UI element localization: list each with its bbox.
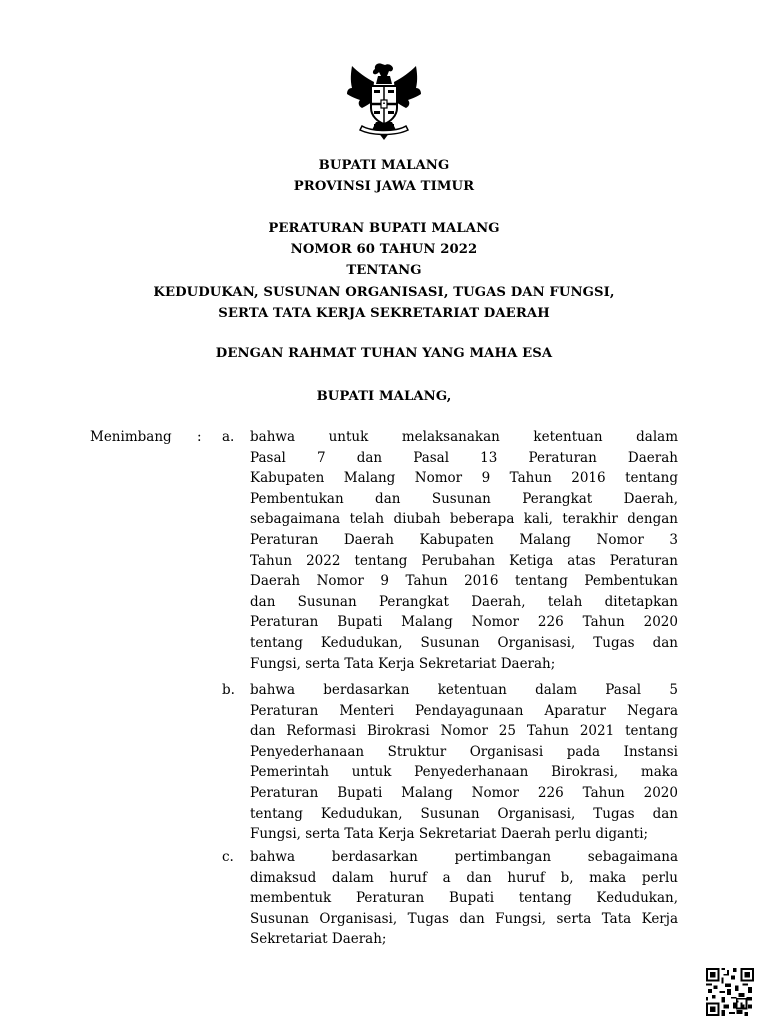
text-line: dimaksud dalam huruf a dan huruf b, maka perlu <box>250 869 678 886</box>
text-line: Peraturan Bupati Malang Nomor 226 Tahun 2020 <box>250 614 678 631</box>
regulation-about: TENTANG <box>346 263 422 278</box>
text-line: Susunan Organisasi, Tugas dan Fungsi, serta Tata Kerja <box>250 910 678 927</box>
text-line: membentuk Peraturan Bupati tentang Kedudukan, <box>250 890 678 907</box>
considering-colon: : <box>197 429 202 445</box>
province-heading: PROVINSI JAWA TIMUR <box>293 179 475 194</box>
text-line: Kabupaten Malang Nomor 9 Tahun 2016 tentang <box>250 470 678 487</box>
text-line: tentang Kedudukan, Susunan Organisasi, Tugas dan <box>250 805 678 822</box>
text-line: dan Reformasi Birokrasi Nomor 25 Tahun 2021 tentang <box>250 723 678 740</box>
regulation-number: NOMOR 60 TAHUN 2022 <box>290 242 478 257</box>
text-line: sebagaimana telah diubah beberapa kali, terakhir dengan <box>250 511 678 528</box>
regulation-title: PERATURAN BUPATI MALANG <box>268 221 500 236</box>
item-c-text <box>250 847 678 950</box>
text-line: Penyederhanaan Struktur Organisasi pada Instansi <box>250 743 678 760</box>
item-b-text <box>250 680 678 845</box>
text-line: tentang Kedudukan, Susunan Organisasi, Tugas dan <box>250 634 678 651</box>
item-b-marker: b. <box>222 682 235 698</box>
regulation-subject-line1: KEDUDUKAN, SUSUNAN ORGANISASI, TUGAS DAN FUNGSI, <box>153 285 615 300</box>
text-line: Fungsi, serta Tata Kerja Sekretariat Daerah perlu diganti; <box>250 826 649 843</box>
item-a-marker: a. <box>222 429 235 445</box>
considering-label: Menimbang <box>90 429 172 445</box>
text-line: bahwa berdasarkan pertimbangan sebagaimana <box>250 849 678 865</box>
text-line: Peraturan Daerah Kabupaten Malang Nomor 3 <box>250 531 678 548</box>
text-line: Pembentukan dan Susunan Perangkat Daerah, <box>250 490 678 507</box>
text-line: bahwa untuk melaksanakan ketentuan dalam <box>250 429 678 445</box>
blessing-line: DENGAN RAHMAT TUHAN YANG MAHA ESA <box>215 346 553 361</box>
text-line: Peraturan Menteri Pendayagunaan Aparatur Negara <box>250 702 678 719</box>
regent-heading: BUPATI MALANG <box>318 158 450 173</box>
text-line: dan Susunan Perangkat Daerah, telah ditetapkan <box>250 593 678 610</box>
text-line: Tahun 2022 tentang Perubahan Ketiga atas Peraturan <box>250 552 678 569</box>
item-a-text <box>250 427 678 674</box>
garuda-emblem-icon <box>338 60 430 144</box>
regulation-subject-line2: SERTA TATA KERJA SEKRETARIAT DAERAH <box>218 306 550 321</box>
text-line: bahwa berdasarkan ketentuan dalam Pasal 5 <box>250 682 678 698</box>
text-line: Daerah Nomor 9 Tahun 2016 tentang Pembentukan <box>250 573 678 590</box>
text-line: Pasal 7 dan Pasal 13 Peraturan Daerah <box>250 449 678 466</box>
qr-code-icon <box>706 968 754 1016</box>
text-line: Fungsi, serta Tata Kerja Sekretariat Daerah; <box>250 655 556 672</box>
text-line: Peraturan Bupati Malang Nomor 226 Tahun 2020 <box>250 784 678 801</box>
text-line: Sekretariat Daerah; <box>250 931 387 948</box>
item-c-marker: c. <box>222 849 234 865</box>
text-line: Pemerintah untuk Penyederhanaan Birokrasi, maka <box>250 764 678 781</box>
official-title: BUPATI MALANG, <box>316 389 452 404</box>
